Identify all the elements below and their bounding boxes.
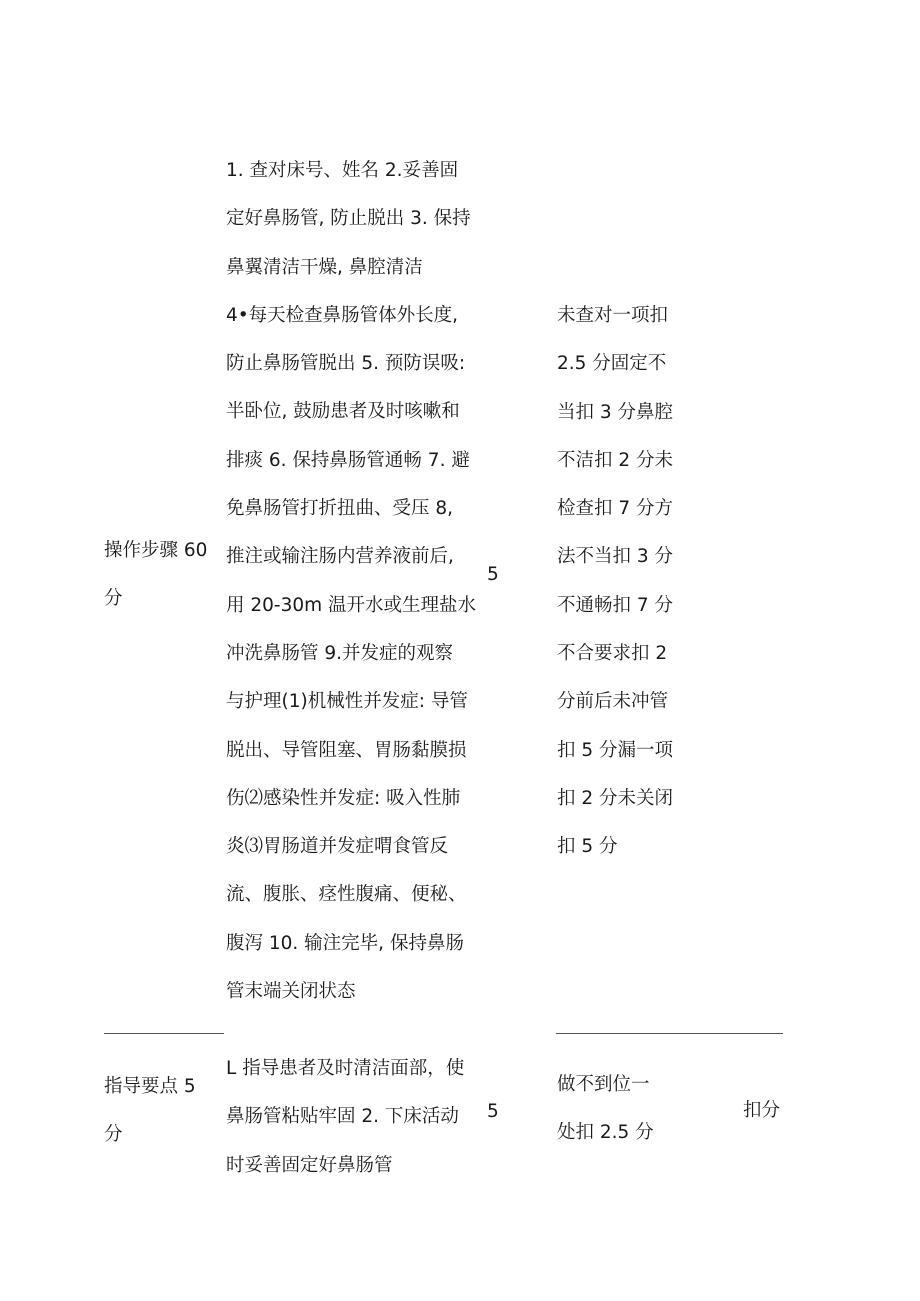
row2-content-line: 鼻肠管粘贴牢固 2. 下床活动 <box>226 1106 459 1128</box>
row-divider-right <box>556 1033 783 1034</box>
row2-category-line: 分 <box>104 1124 123 1146</box>
row1-criteria-line: 检查扣 7 分方 <box>557 498 674 520</box>
row1-criteria-line: 未查对一项扣 <box>557 305 669 326</box>
row1-content-line: 冲洗鼻肠管 9.并发症的观察 <box>226 642 454 664</box>
row1-content-line: 炎⑶胃肠道并发症喟食管反 <box>226 836 449 858</box>
row1-content-line: 半卧位, 鼓励患者及时咳嗽和 <box>226 401 460 423</box>
row1-score-value: 5 <box>487 564 499 585</box>
row2-criteria-line: 做不到位一 <box>557 1074 650 1095</box>
row2-criteria <box>557 1061 654 1158</box>
row1-content <box>226 147 476 1016</box>
row-divider-left <box>104 1033 224 1034</box>
row1-content-line: 排痰 6. 保持鼻肠管通畅 7. 避 <box>226 449 470 471</box>
row1-content-line: 推注或输注肠内营养液前后, <box>226 546 454 568</box>
row1-category <box>104 527 207 624</box>
row2-category-line: 指导要点 5 <box>104 1076 196 1097</box>
row1-content-line: 定好鼻肠管, 防止脱出 3. 保持 <box>226 208 471 230</box>
row1-content-line: 防止鼻肠管脱出 5. 预防误吸: <box>226 353 466 375</box>
row1-content-line: 4•每天检查鼻肠管体外长度, <box>226 304 459 326</box>
row1-criteria-line: 不洁扣 2 分未 <box>557 449 674 471</box>
row2-deduction-label: 扣分 <box>743 1100 781 1121</box>
row1-score <box>487 551 499 599</box>
row2-score <box>487 1088 499 1136</box>
row1-criteria-line: 扣 2 分未关闭 <box>557 787 674 809</box>
row1-category-line: 分 <box>104 588 123 610</box>
row1-criteria-line: 不合要求扣 2 <box>557 643 668 665</box>
row1-content-line: 免鼻肠管打折扭曲、受压 8, <box>226 498 454 520</box>
row1-criteria-line: 扣 5 分 <box>557 836 618 858</box>
row2-score-value: 5 <box>487 1101 499 1122</box>
row1-criteria <box>557 292 673 872</box>
row1-criteria-line: 2.5 分固定不 <box>557 353 667 375</box>
row1-criteria-line: 当扣 3 分鼻腔 <box>557 401 674 423</box>
row1-content-line: 管末端关闭状态 <box>226 981 356 1003</box>
row1-criteria-line: 扣 5 分漏一项 <box>557 739 674 761</box>
row2-category <box>104 1063 196 1160</box>
row2-criteria-line: 处扣 2.5 分 <box>557 1122 654 1144</box>
row1-content-line: 与护理(1)机械性并发症: 导管 <box>226 691 468 713</box>
row1-content-line: 1. 查对床号、姓名 2.妥善固 <box>226 160 459 181</box>
row2-deduction-header <box>743 1087 780 1135</box>
row1-content-line: 脱出、导管阻塞、胃肠黏膜损 <box>226 739 467 761</box>
row1-content-line: 腹泻 10. 输注完毕, 保持鼻肠 <box>226 932 464 954</box>
row1-category-line: 操作步骤 60 <box>104 540 208 561</box>
row2-content-line: L 指导患者及时清洁面部，使 <box>226 1058 465 1079</box>
row1-content-line: 伤⑵感染性并发症: 吸入性肺 <box>226 787 461 809</box>
row2-content <box>226 1045 464 1190</box>
row1-criteria-line: 法不当扣 3 分 <box>557 546 674 568</box>
row2-content-line: 时妥善固定好鼻肠管 <box>226 1154 393 1176</box>
row1-content-line: 流、腹胀、痉性腹痛、便秘、 <box>226 884 467 906</box>
row1-content-line: 鼻翼清洁干燥, 鼻腔清洁 <box>226 256 423 278</box>
row1-criteria-line: 不通畅扣 7 分 <box>557 594 674 616</box>
row1-criteria-line: 分前后未冲管 <box>557 691 669 713</box>
row1-content-line: 用 20-30m 温开水或生理盐水 <box>226 594 477 616</box>
